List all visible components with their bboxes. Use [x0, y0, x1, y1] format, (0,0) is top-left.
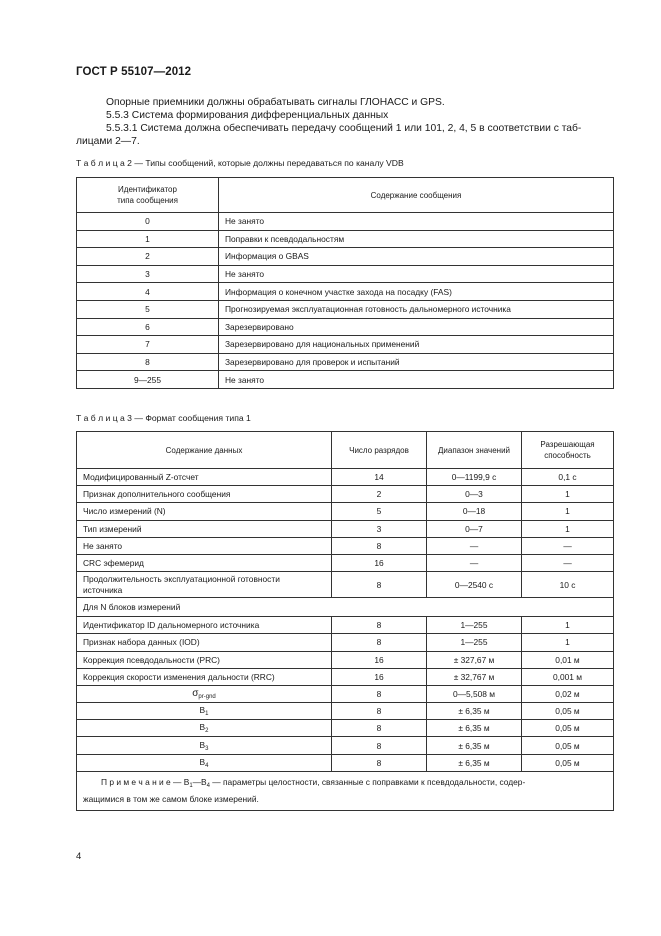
table-row: 4 Информация о конечном участке захода на посадку (FAS)	[77, 283, 614, 301]
table2-head-content: Содержание сообщения	[219, 178, 614, 213]
table-row: CRC эфемерид 16 — —	[77, 554, 614, 571]
table-row: Признак набора данных (IOD) 8 1—255 1	[77, 634, 614, 651]
table-row: 7 Зарезервировано для национальных применений	[77, 336, 614, 354]
paragraph-5-5-3-1: 5.5.3.1 Система должна обеспечивать передачу сообщений 1 или 101, 2, 4, 5 в соответствии с таб-	[106, 123, 582, 134]
table-row: Продолжительность эксплуатационной готовности источника 8 0—2540 с 10 с	[77, 572, 614, 598]
table-row: Не занято 8 — —	[77, 537, 614, 554]
table-row: 9—255 Не занято	[77, 371, 614, 389]
table3-caption: Т а б л и ц а 3 — Формат сообщения типа 1	[76, 413, 251, 423]
table2-head-id: Идентификатор типа сообщения	[77, 178, 219, 213]
table-row: $\sigma_{pr-gnd}$ 8 0—5,508 м 0,02 м	[77, 685, 614, 702]
table-row: $B_1$ 8 ± 6,35 м 0,05 м	[77, 703, 614, 720]
table-row: 5 Прогнозируемая эксплуатационная готовность дальномерного источника	[77, 300, 614, 318]
table2	[76, 177, 614, 389]
sigma-symbol: $\sigma_{pr-gnd}$	[77, 685, 332, 702]
table-row: Модифицированный Z-отсчет 14 0—1199,9 с 0,1 с	[77, 469, 614, 486]
table-row: Число измерений (N) 5 0—18 1	[77, 503, 614, 520]
table3-head-content: Содержание данных	[77, 432, 332, 469]
paragraph-receivers: Опорные приемники должны обрабатывать сигналы ГЛОНАСС и GPS.	[106, 97, 445, 108]
table3-header	[77, 432, 614, 469]
table3	[76, 431, 614, 811]
table-row: 1 Поправки к псевдодальностям	[77, 230, 614, 248]
table2-caption: Т а б л и ц а 2 — Типы сообщений, которые должны передаваться по каналу VDB	[76, 158, 404, 168]
table-row: $B_4$ 8 ± 6,35 м 0,05 м	[77, 754, 614, 771]
table-row: 2 Информация о GBAS	[77, 248, 614, 266]
page-number: 4	[76, 851, 82, 862]
section-heading-5-5-3: 5.5.3 Система формирования дифференциальных данных	[106, 110, 389, 121]
table-row: Коррекция псевдодальности (PRC) 16 ± 327,67 м 0,01 м	[77, 651, 614, 668]
table-row: 0 Не занято	[77, 213, 614, 231]
table-row: Тип измерений 3 0—7 1	[77, 520, 614, 537]
paragraph-5-5-3-1-cont: лицами 2—7.	[76, 136, 140, 147]
table-row: $B_3$ 8 ± 6,35 м 0,05 м	[77, 737, 614, 754]
table3-head-resolution: Разрешающая способность	[522, 432, 614, 469]
table-row: Идентификатор ID дальномерного источника 8 1—255 1	[77, 617, 614, 634]
table-row: Признак дополнительного сообщения 2 0—3 1	[77, 486, 614, 503]
table3-head-range: Диапазон значений	[427, 432, 522, 469]
table-row: Коррекция скорости изменения дальности (RRC) 16 ± 32,767 м 0,001 м	[77, 668, 614, 685]
table3-note-row	[77, 771, 614, 810]
table-row: $B_2$ 8 ± 6,35 м 0,05 м	[77, 720, 614, 737]
table-row: 6 Зарезервировано	[77, 318, 614, 336]
table3-head-bits: Число разрядов	[332, 432, 427, 469]
document-header: ГОСТ Р 55107—2012	[76, 66, 192, 78]
table-row: 8 Зарезервировано для проверок и испытаний	[77, 353, 614, 371]
table2-header	[77, 178, 614, 213]
table3-note: П р и м е ч а н и е — $B_1—B_4$ — параметры целостности, связанные с поправками к псевдодальности, содер- жащимися в том же самом блоке измерений.	[77, 771, 614, 810]
table-row: 3 Не занято	[77, 265, 614, 283]
table3-group-row: Для N блоков измерений	[77, 598, 614, 617]
